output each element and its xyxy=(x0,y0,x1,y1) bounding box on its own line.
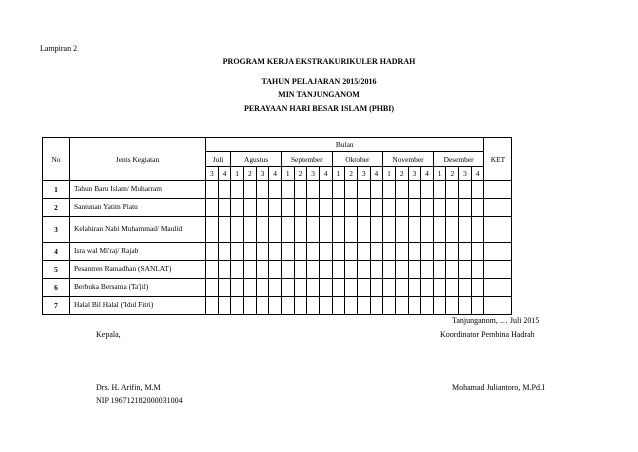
week-cell xyxy=(332,279,345,297)
week-cell xyxy=(231,261,244,279)
week-cell xyxy=(357,243,370,261)
header-month: Agustus xyxy=(231,152,282,167)
week-cell xyxy=(446,279,459,297)
week-cell xyxy=(281,199,294,217)
week-cell xyxy=(370,261,383,279)
header-month: September xyxy=(281,152,332,167)
week-cell xyxy=(433,279,446,297)
week-cell xyxy=(332,297,345,315)
table-row xyxy=(43,261,512,279)
week-cell xyxy=(218,261,231,279)
week-cell xyxy=(206,217,219,243)
left-signer-role: Kepala, xyxy=(96,330,121,339)
table-row xyxy=(43,181,512,199)
week-cell xyxy=(332,217,345,243)
header-month: November xyxy=(383,152,434,167)
week-cell xyxy=(243,217,256,243)
week-cell xyxy=(319,261,332,279)
week-cell xyxy=(332,199,345,217)
row-kegiatan: Isra wal Mi'raj/ Rajab xyxy=(70,243,206,261)
week-cell xyxy=(459,297,472,315)
week-cell xyxy=(459,261,472,279)
week-cell xyxy=(383,297,396,315)
week-cell xyxy=(319,181,332,199)
week-cell xyxy=(383,217,396,243)
header-week: 1 xyxy=(231,167,244,181)
week-cell xyxy=(357,279,370,297)
week-cell xyxy=(471,279,484,297)
ket-cell xyxy=(484,199,512,217)
week-cell xyxy=(269,217,282,243)
table-row xyxy=(43,217,512,243)
week-cell xyxy=(370,199,383,217)
week-cell xyxy=(433,261,446,279)
header-week: 2 xyxy=(243,167,256,181)
week-cell xyxy=(459,181,472,199)
week-cell xyxy=(332,181,345,199)
week-cell xyxy=(281,297,294,315)
program-subtitle: PERAYAAN HARI BESAR ISLAM (PHBI) xyxy=(243,104,395,113)
header-week: 4 xyxy=(370,167,383,181)
week-cell xyxy=(383,261,396,279)
place-date: Tanjunganom, … Juli 2015 xyxy=(452,316,540,325)
header-week: 2 xyxy=(395,167,408,181)
week-cell xyxy=(395,243,408,261)
header-week: 3 xyxy=(307,167,320,181)
header-week: 4 xyxy=(471,167,484,181)
week-cell xyxy=(206,261,219,279)
week-cell xyxy=(345,217,358,243)
week-cell xyxy=(269,279,282,297)
week-cell xyxy=(206,279,219,297)
week-cell xyxy=(294,199,307,217)
week-cell xyxy=(421,261,434,279)
week-cell xyxy=(294,279,307,297)
week-cell xyxy=(446,217,459,243)
row-kegiatan: Santunan Yatim Piatu xyxy=(70,199,206,217)
week-cell xyxy=(408,261,421,279)
week-cell xyxy=(433,181,446,199)
row-number: 4 xyxy=(43,243,70,261)
week-cell xyxy=(446,181,459,199)
header-month: Desember xyxy=(433,152,484,167)
week-cell xyxy=(307,261,320,279)
week-cell xyxy=(370,297,383,315)
week-cell xyxy=(281,243,294,261)
week-cell xyxy=(269,243,282,261)
week-cell xyxy=(395,279,408,297)
week-cell xyxy=(446,297,459,315)
left-signer-name: Drs. H. Arifin, M.M xyxy=(96,383,161,392)
week-cell xyxy=(408,297,421,315)
week-cell xyxy=(231,279,244,297)
left-signer-nip: NIP 196712182000031004 xyxy=(96,396,183,405)
table-row xyxy=(43,243,512,261)
week-cell xyxy=(345,279,358,297)
week-cell xyxy=(370,217,383,243)
week-cell xyxy=(383,279,396,297)
row-kegiatan: Kelahiran Nabi Muhammad/ Maulid xyxy=(70,217,206,243)
header-week: 1 xyxy=(281,167,294,181)
week-cell xyxy=(471,217,484,243)
week-cell xyxy=(471,297,484,315)
week-cell xyxy=(408,279,421,297)
table-row xyxy=(43,279,512,297)
week-cell xyxy=(231,297,244,315)
row-number: 5 xyxy=(43,261,70,279)
header-week: 2 xyxy=(294,167,307,181)
week-cell xyxy=(243,181,256,199)
week-cell xyxy=(459,217,472,243)
week-cell xyxy=(307,297,320,315)
header-month: Juli xyxy=(206,152,231,167)
week-cell xyxy=(345,243,358,261)
right-signer-role: Koordinator Pembina Hadrah xyxy=(440,330,535,339)
week-cell xyxy=(433,199,446,217)
week-cell xyxy=(433,217,446,243)
week-cell xyxy=(294,297,307,315)
week-cell xyxy=(408,181,421,199)
row-kegiatan: Halal Bil Halal ('Idul Fitri) xyxy=(70,297,206,315)
header-week: 3 xyxy=(206,167,219,181)
table-row xyxy=(43,199,512,217)
week-cell xyxy=(395,261,408,279)
week-cell xyxy=(370,181,383,199)
week-cell xyxy=(294,217,307,243)
header-ket: KET xyxy=(484,138,512,181)
ket-cell xyxy=(484,261,512,279)
week-cell xyxy=(421,181,434,199)
week-cell xyxy=(357,199,370,217)
week-cell xyxy=(383,181,396,199)
ket-cell xyxy=(484,297,512,315)
row-number: 7 xyxy=(43,297,70,315)
row-number: 3 xyxy=(43,217,70,243)
week-cell xyxy=(319,297,332,315)
week-cell xyxy=(357,297,370,315)
week-cell xyxy=(218,199,231,217)
header-week: 1 xyxy=(332,167,345,181)
week-cell xyxy=(446,243,459,261)
week-cell xyxy=(471,181,484,199)
week-cell xyxy=(370,243,383,261)
right-signer-name: Mohamad Juliantoro, M.Pd.I xyxy=(452,383,545,392)
week-cell xyxy=(408,217,421,243)
week-cell xyxy=(319,217,332,243)
week-cell xyxy=(370,279,383,297)
week-cell xyxy=(256,181,269,199)
week-cell xyxy=(281,279,294,297)
week-cell xyxy=(471,261,484,279)
week-cell xyxy=(395,181,408,199)
week-cell xyxy=(256,199,269,217)
week-cell xyxy=(345,297,358,315)
week-cell xyxy=(307,217,320,243)
week-cell xyxy=(243,279,256,297)
table-row xyxy=(43,297,512,315)
week-cell xyxy=(231,243,244,261)
week-cell xyxy=(446,199,459,217)
week-cell xyxy=(319,279,332,297)
header-week: 2 xyxy=(446,167,459,181)
week-cell xyxy=(206,199,219,217)
week-cell xyxy=(218,217,231,243)
week-cell xyxy=(294,243,307,261)
header-week: 4 xyxy=(319,167,332,181)
week-cell xyxy=(408,243,421,261)
week-cell xyxy=(281,181,294,199)
header-week: 3 xyxy=(408,167,421,181)
row-number: 1 xyxy=(43,181,70,199)
week-cell xyxy=(383,243,396,261)
header-no: No xyxy=(43,138,70,181)
week-cell xyxy=(218,297,231,315)
header-week: 4 xyxy=(269,167,282,181)
document-title: PROGRAM KERJA EKSTRAKURIKULER HADRAH xyxy=(222,57,416,66)
week-cell xyxy=(319,199,332,217)
week-cell xyxy=(307,279,320,297)
week-cell xyxy=(206,181,219,199)
header-kegiatan: Jenis Kegiatan xyxy=(70,138,206,181)
header-bulan: Bulan xyxy=(206,138,484,152)
header-week: 1 xyxy=(433,167,446,181)
week-cell xyxy=(256,279,269,297)
week-cell xyxy=(357,181,370,199)
week-cell xyxy=(421,279,434,297)
week-cell xyxy=(269,261,282,279)
row-number: 6 xyxy=(43,279,70,297)
week-cell xyxy=(243,297,256,315)
ket-cell xyxy=(484,243,512,261)
week-cell xyxy=(471,243,484,261)
week-cell xyxy=(433,243,446,261)
header-week: 4 xyxy=(218,167,231,181)
week-cell xyxy=(206,243,219,261)
week-cell xyxy=(231,199,244,217)
week-cell xyxy=(294,181,307,199)
week-cell xyxy=(256,297,269,315)
week-cell xyxy=(269,297,282,315)
week-cell xyxy=(281,217,294,243)
week-cell xyxy=(421,297,434,315)
week-cell xyxy=(345,181,358,199)
week-cell xyxy=(395,297,408,315)
week-cell xyxy=(256,243,269,261)
row-kegiatan: Pesantren Ramadhan (SANLAT) xyxy=(70,261,206,279)
week-cell xyxy=(421,199,434,217)
week-cell xyxy=(345,199,358,217)
row-kegiatan: Berbuka Bersama (Ta'jil) xyxy=(70,279,206,297)
week-cell xyxy=(231,217,244,243)
header-week: 2 xyxy=(345,167,358,181)
row-number: 2 xyxy=(43,199,70,217)
week-cell xyxy=(459,243,472,261)
week-cell xyxy=(256,217,269,243)
week-cell xyxy=(243,261,256,279)
week-cell xyxy=(446,261,459,279)
week-cell xyxy=(294,261,307,279)
week-cell xyxy=(231,181,244,199)
school-name: MIN TANJUNGANOM xyxy=(278,90,360,99)
week-cell xyxy=(421,243,434,261)
week-cell xyxy=(471,199,484,217)
header-week: 4 xyxy=(421,167,434,181)
week-cell xyxy=(357,261,370,279)
week-cell xyxy=(395,199,408,217)
week-cell xyxy=(433,297,446,315)
program-table xyxy=(42,137,512,315)
week-cell xyxy=(256,261,269,279)
week-cell xyxy=(218,279,231,297)
week-cell xyxy=(206,297,219,315)
week-cell xyxy=(383,199,396,217)
week-cell xyxy=(281,261,294,279)
week-cell xyxy=(243,199,256,217)
header-week: 3 xyxy=(357,167,370,181)
week-cell xyxy=(421,217,434,243)
week-cell xyxy=(332,243,345,261)
row-kegiatan: Tahun Baru Islam/ Muharram xyxy=(70,181,206,199)
week-cell xyxy=(243,243,256,261)
week-cell xyxy=(357,217,370,243)
header-week: 3 xyxy=(459,167,472,181)
week-cell xyxy=(269,181,282,199)
header-month: Oktober xyxy=(332,152,383,167)
week-cell xyxy=(345,261,358,279)
week-cell xyxy=(459,199,472,217)
header-week: 3 xyxy=(256,167,269,181)
ket-cell xyxy=(484,279,512,297)
week-cell xyxy=(408,199,421,217)
week-cell xyxy=(307,243,320,261)
ket-cell xyxy=(484,217,512,243)
ket-cell xyxy=(484,181,512,199)
header-week: 1 xyxy=(383,167,396,181)
week-cell xyxy=(269,199,282,217)
week-cell xyxy=(307,181,320,199)
week-cell xyxy=(459,279,472,297)
week-cell xyxy=(319,243,332,261)
week-cell xyxy=(395,217,408,243)
week-cell xyxy=(218,243,231,261)
week-cell xyxy=(332,261,345,279)
lampiran-label: Lampiran 2 xyxy=(40,44,78,53)
week-cell xyxy=(307,199,320,217)
academic-year: TAHUN PELAJARAN 2015/2016 xyxy=(261,77,377,86)
week-cell xyxy=(218,181,231,199)
